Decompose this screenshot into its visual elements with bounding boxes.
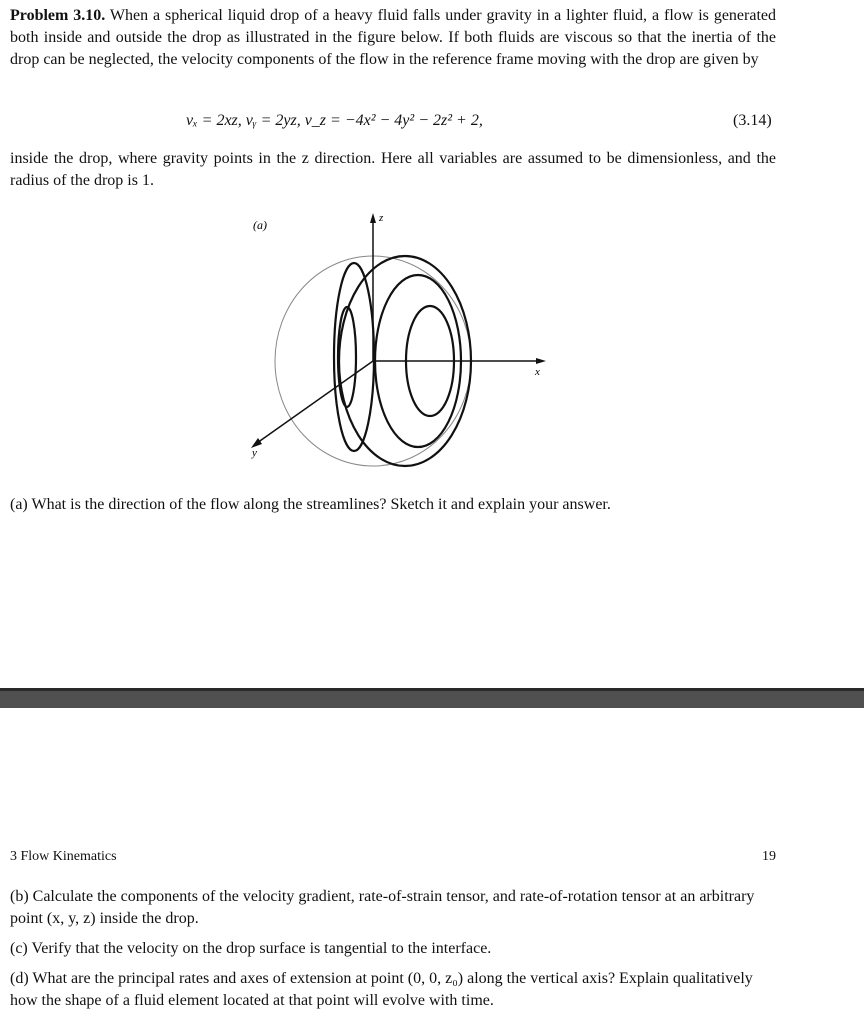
page-number: 19 [762,849,776,864]
question-a: (a) What is the direction of the flow along the streamlines? Sketch it and explain your answer. [10,496,611,513]
question-c: (c) Verify that the velocity on the drop surface is tangential to the interface. [10,940,492,957]
x-axis-arrow [536,358,546,364]
equation-number: (3.14) [733,112,772,129]
drop-streamline-figure [230,205,560,475]
figure-panel-label: (a) [253,218,267,232]
question-b: (b) Calculate the components of the velocity gradient, rate-of-strain tensor, and rate-of-rotation tensor at an arbitrary point (x, y, z) inside the drop. [10,888,755,927]
problem-intro [10,5,776,71]
page-break-divider [0,688,864,708]
question-d: (d) What are the principal rates and axes of extension at point (0, 0, z₀) along the vertical axis? Explain qualitatively how the shape of a fluid element located at that point will evolve with time. [10,970,753,1009]
page-break-edge [0,688,864,691]
problem-label: Problem 3.10. [10,7,106,24]
after-equation-text: inside the drop, where gravity points in the z direction. Here all variables are assumed to be dimensionless, and the radius of the drop is 1. [10,150,776,189]
inner-streamline-left [338,307,356,407]
chapter-title: 3 Flow Kinematics [10,849,117,864]
z-axis-arrow [370,213,376,223]
equation-row [0,109,864,133]
problem-intro-text: When a spherical liquid drop of a heavy fluid falls under gravity in a lighter fluid, a flow is generated both inside and outside the drop as illustrated in the figure below. If both fluids are viscous so that the inertia of the drop can be neglected, the velocity components of the flow in the reference frame moving with the drop are given by [10,7,777,68]
x-axis-label: x [535,366,540,378]
y-axis-label: y [252,447,257,459]
velocity-equation: vₓ = 2xz, vᵧ = 2yz, v_z = −4x² − 4y² − 2z² + 2, [186,112,483,129]
z-axis-label: z [379,212,384,224]
